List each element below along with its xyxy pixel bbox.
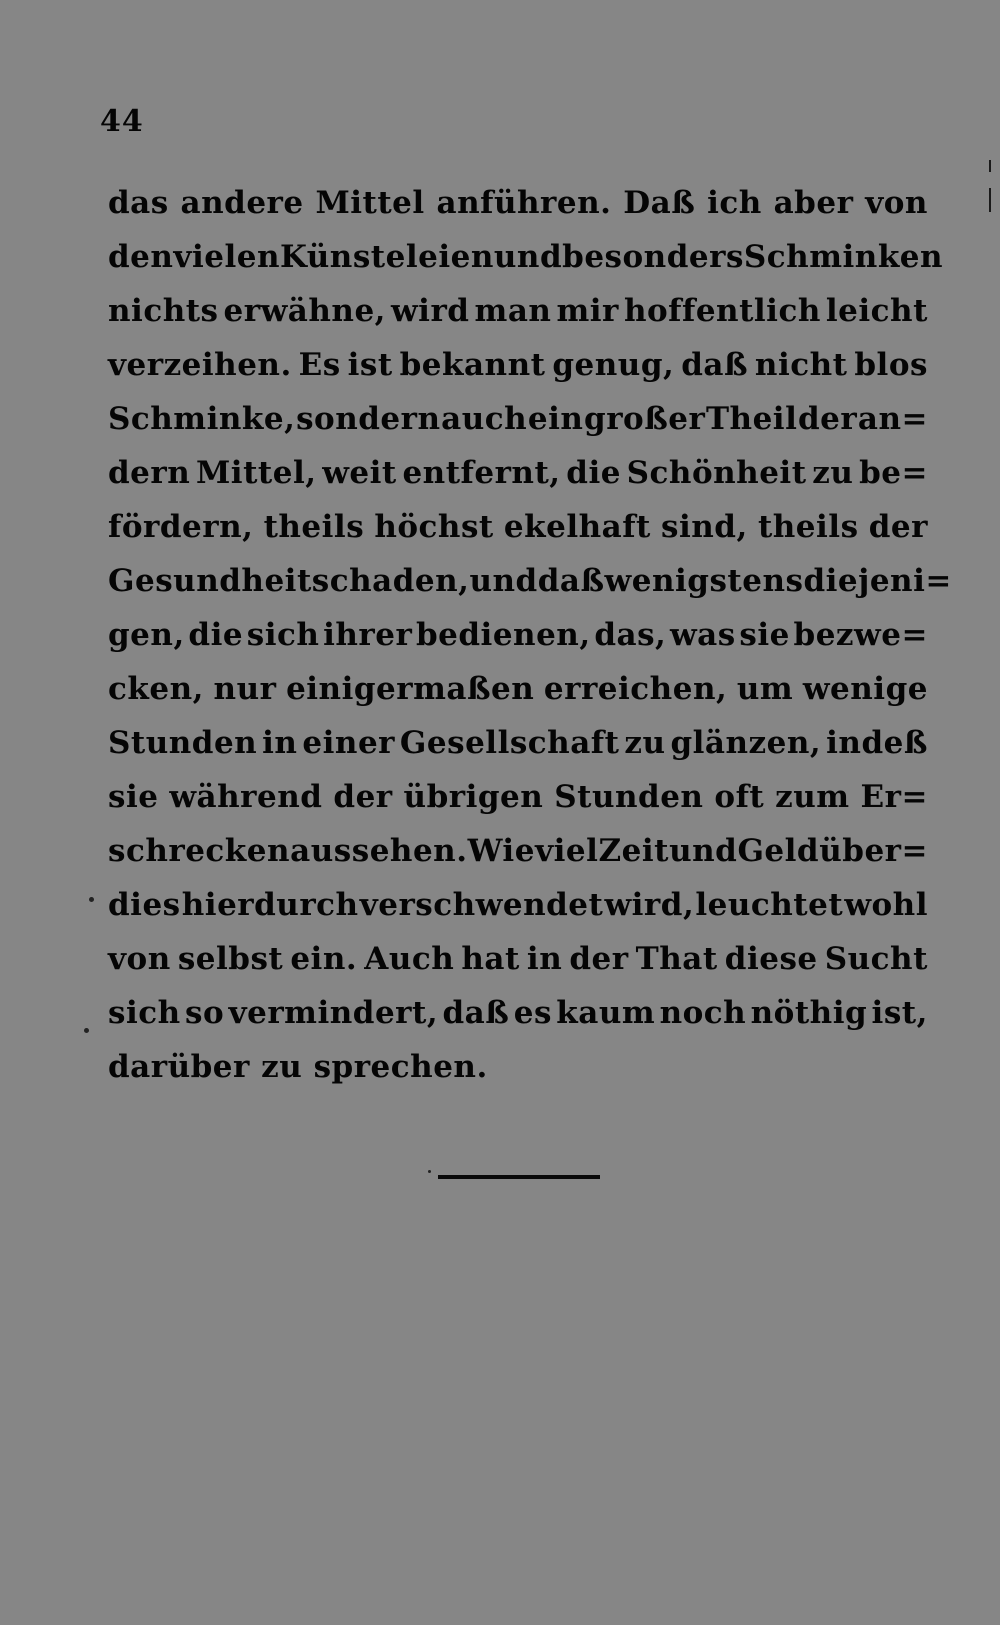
text-line: darüber zu sprechen. xyxy=(108,1049,488,1085)
text-line: schrecken aussehen. Wie viel Zeit und Geld über= xyxy=(108,833,928,869)
text-line: Schminke, sondern auch ein großer Theil der an= xyxy=(108,401,928,437)
text-line: dern Mittel, weit entfernt, die Schönheit zu be= xyxy=(108,455,928,491)
page-number: 44 xyxy=(100,104,144,139)
ink-speck xyxy=(428,1170,431,1173)
text-line: dies hierdurch verschwendet wird, leuchtet wohl xyxy=(108,887,928,923)
text-line: cken, nur einigermaßen erreichen, um wenige xyxy=(108,671,928,707)
text-line: Stunden in einer Gesellschaft zu glänzen, indeß xyxy=(108,725,928,761)
section-end-rule xyxy=(438,1175,600,1179)
text-line: sie während der übrigen Stunden oft zum Er= xyxy=(108,779,928,815)
text-line: fördern, theils höchst ekelhaft sind, theils der xyxy=(108,509,928,545)
text-line: von selbst ein. Auch hat in der That diese Sucht xyxy=(108,941,928,977)
text-line: sich so vermindert, daß es kaum noch nöthig ist, xyxy=(108,995,928,1031)
text-line: Gesundheit schaden, und daß wenigstens diejeni= xyxy=(108,563,952,599)
text-line: den vielen Künsteleien und besonders Schminken xyxy=(108,239,944,275)
body-text xyxy=(108,176,952,1094)
text-line: verzeihen. Es ist bekannt genug, daß nicht blos xyxy=(108,347,928,383)
margin-mark xyxy=(989,160,991,172)
ink-speck xyxy=(89,897,94,902)
text-line: gen, die sich ihrer bedienen, das, was sie bezwe= xyxy=(108,617,928,653)
text-line: das andere Mittel anführen. Daß ich aber von xyxy=(108,185,928,221)
ink-speck xyxy=(84,1028,89,1033)
text-line: nichts erwähne, wird man mir hoffentlich leicht xyxy=(108,293,928,329)
margin-mark xyxy=(989,188,991,212)
